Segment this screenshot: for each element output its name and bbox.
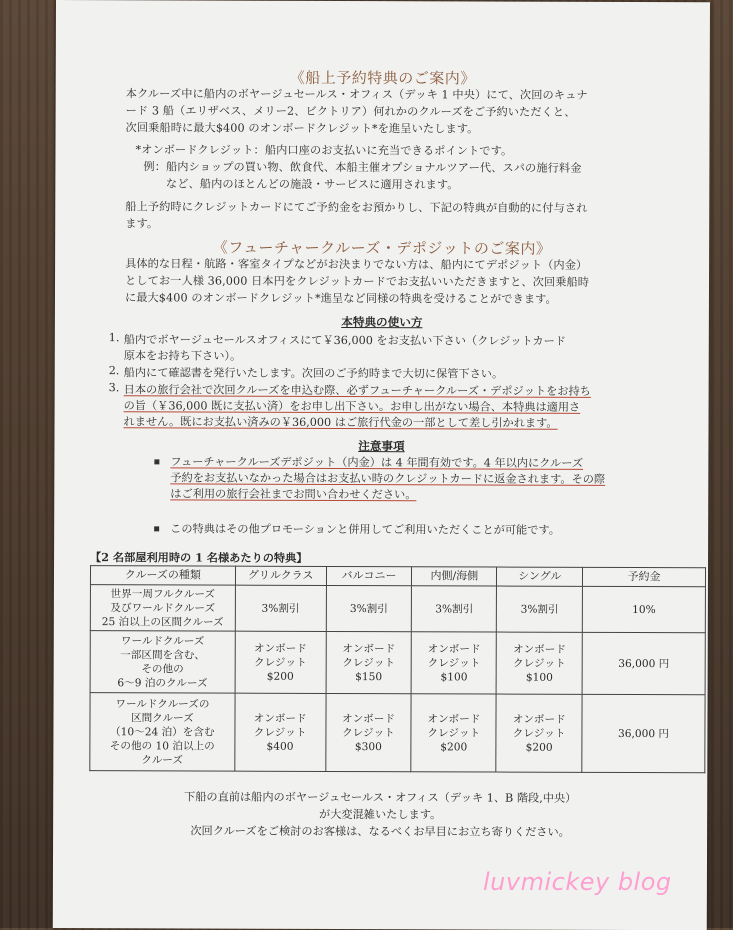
footer-line-1: 下船の直前は船内のボヤージュセールス・オフィス（デッキ 1、B 階段,中央） [184,790,577,805]
usage-heading: 本特典の使い方 [341,314,423,330]
usage-num-3: 3. [108,381,120,395]
caution-1-line-1: フューチャークルーズデポジット（内金）は 4 年間有効です。4 年以内にクルーズ [170,455,584,470]
row1-inside: 3%割引 [412,586,497,632]
section2-line-2: としてお一人様 36,000 日本円をクレジットカードでお支払いいただきますと、次回乗船時 [124,274,590,289]
usage-item-3-line-3: れません。既にお支払い済みの￥36,000 はご旅行代金の一部として差し引かれます。 [123,415,558,430]
table-row [90,631,705,695]
row3-cruise-type: ワールドクルーズの 区間クルーズ （10〜24 泊）を含む その他の 10 泊以上の クルーズ [90,693,235,772]
usage-item-3-line-1: 日本の旅行会社で次回クルーズを申込む際、必ずフューチャークルーズ・デポジットをお持ち [123,383,591,398]
row1-cruise-type: 世界一周フルクルーズ 及びワールドクルーズ 25 泊以上の区間クルーズ [90,585,235,632]
table-title: 【2 名部屋利用時の 1 名様あたりの特典】 [90,550,308,565]
header-grill-class: グリルクラス [235,566,326,585]
footer-line-3: 次回クルーズをご検討のお客様は、なるべくお早目にお立ち寄りください。 [190,824,570,839]
usage-item-3-line-2: の旨（￥36,000 既に支払い済）をお申し出下さい。お申し出がない場合、本特典は適用さ [123,399,581,414]
caution-1-line-3: はご利用の旅行会社までお問い合わせください。 [170,487,417,502]
section1-closing-1: 船上予約時にクレジットカードにてご予約金をお預かりし、下記の特典が自動的に付与され [125,200,588,215]
section1-closing-2: ます。 [125,217,159,231]
section1-line-2: ード 3 船（エリザベス、メリー2、ビクトリア）何れかのクルーズをご予約いただくと、 [125,104,576,119]
section1-line-3: 次回乗船時に最大$400 のオンボードクレジット*を進呈いたします。 [125,121,479,136]
row1-grill: 3%割引 [235,585,326,631]
header-single: シングル [497,567,583,586]
section2-line-1: 具体的な日程・航路・客室タイプなどがお決まりでない方は、船内にてデポジット（内金） [125,257,588,272]
row2-cruise-type: ワールドクルーズ 一部区間を含む、 その他の 6〜9 泊のクルーズ [90,631,235,694]
usage-item-1-line-1: 船内でボヤージュセールスオフィスにて￥36,000 をお支払い下さい（クレジットカード [123,333,566,348]
caution-1-line-2: 予約をお支払いなかった場合はお支払い時のクレジットカードに返金されます。その際 [170,471,606,486]
row3-balcony: オンボード クレジット $300 [325,693,411,771]
row3-inside: オンボード クレジット $200 [411,694,496,772]
section1-note-3: など、船内のほとんどの施設・サービスに適用されます。 [143,177,459,192]
table-row [90,693,705,773]
row1-single: 3%割引 [497,586,583,632]
caution-bullet-1 [154,459,159,464]
section1-line-1: 本クルーズ中に船内のボヤージュセールス・オフィス（デッキ 1 中央）にて、次回のキュナ [125,87,588,102]
section2-line-3: に最大$400 のオンボードクレジット*進呈など同様の特典を受けることができます。 [124,291,557,306]
row2-grill: オンボード クレジット $200 [235,631,326,693]
section1-title: 《船上予約特典のご案内》 [289,68,476,88]
caution-bullet-2 [154,526,159,531]
table-row [90,585,705,633]
section2-title: 《フューチャークルーズ・デポジットのご案内》 [212,238,552,258]
row2-single: オンボード クレジット $100 [496,632,582,694]
paper-sheet [53,0,710,930]
header-balcony: バルコニー [326,566,412,585]
header-deposit: 予約金 [583,567,706,586]
usage-num-2: 2. [108,364,120,378]
caution-2-line: この特典はその他プロモーションと併用してご利用いただくことが可能です。 [170,522,560,537]
row1-deposit: 10% [582,586,705,632]
row2-deposit: 36,000 円 [582,632,705,694]
footer-line-2: が大変混雑いたします。 [319,807,442,822]
usage-item-1-line-2: 原本をお持ち下さい）。 [123,349,242,363]
row1-balcony: 3%割引 [326,585,412,631]
header-cruise-type: クルーズの種類 [90,566,235,586]
cautions-heading: 注意事項 [358,439,405,454]
header-inside-ocean: 内側/海側 [412,567,497,586]
usage-item-2-line-1: 船内にて確認書を発行いたします。次回のご予約時まで大切に保管下さい。 [123,366,504,381]
section1-note-2: 例：船内ショップの買い物、飲食代、本船主催オプショナルツアー代、スパの施行料金 [143,160,582,175]
row2-balcony: オンボード クレジット $150 [326,631,412,693]
blog-watermark: luvmickey blog [483,868,672,896]
row3-single: オンボード クレジット $200 [496,694,582,772]
row3-deposit: 36,000 円 [582,694,705,772]
row3-grill: オンボード クレジット $400 [235,693,326,771]
table-header-row [90,566,705,587]
benefits-table [89,565,706,773]
usage-num-1: 1. [108,331,120,345]
row2-inside: オンボード クレジット $100 [412,632,497,694]
section1-note-1: *オンボードクレジット：船内口座のお支払いに充当できるポイントです。 [135,143,513,158]
